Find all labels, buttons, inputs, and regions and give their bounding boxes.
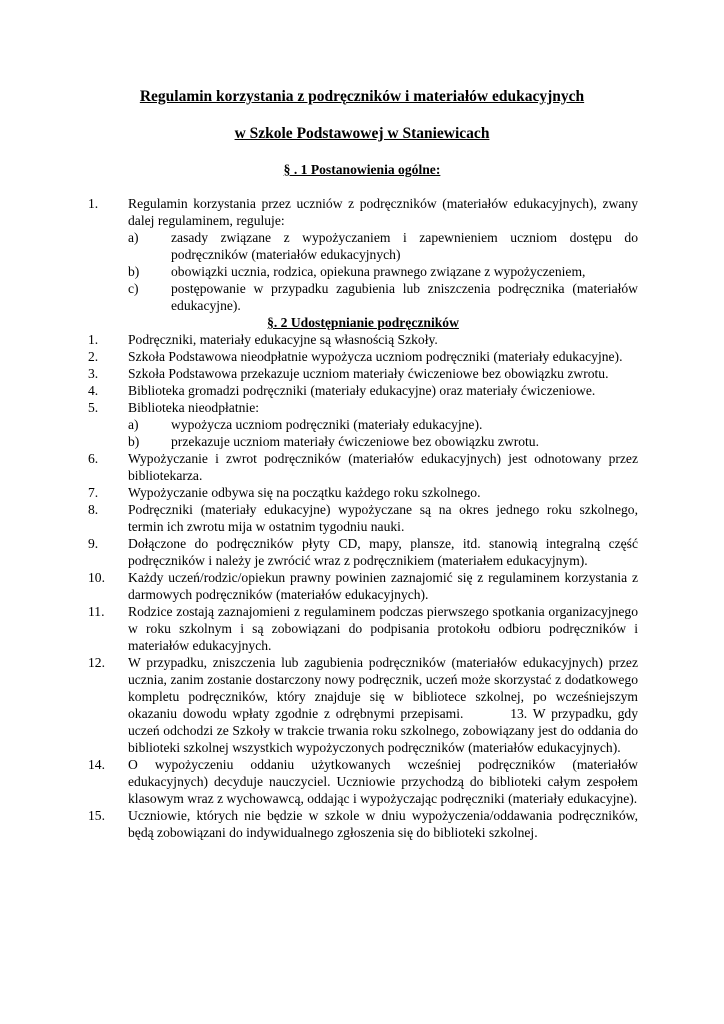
list-item — [88, 450, 638, 484]
sub-item-text: wypożycza uczniom podręczniki (materiały edukacyjne). — [171, 417, 483, 432]
item-number: 10. — [88, 570, 105, 585]
item-number: 12. — [88, 655, 105, 670]
item-text: Szkoła Podstawowa nieodpłatnie wypożycza uczniom podręczniki (materiały edukacyjne). — [128, 349, 623, 364]
sub-item — [128, 433, 638, 450]
item-number: 11. — [88, 604, 105, 619]
list-item — [88, 348, 638, 365]
sub-item — [128, 280, 638, 314]
sub-item-text: przekazuje uczniom materiały ćwiczeniowe bez obowiązku zwrotu. — [171, 434, 539, 449]
inline-item-text: W przypadku, gdy uczeń odchodzi ze Szkoły w trakcie trwania roku szkolnego, zobowiązany jest do oddania do biblioteki szkolnej wszystkich wypożyczonych podręczników (materiałów edukacyjnych). — [128, 706, 638, 755]
sub-item-letter: a) — [128, 230, 139, 245]
item-text: Biblioteka gromadzi podręczniki (materiały edukacyjne) oraz materiały ćwiczeniowe. — [128, 383, 596, 398]
list-item — [88, 382, 638, 399]
sub-item — [128, 416, 638, 433]
list-item — [88, 331, 638, 348]
list-item — [88, 654, 638, 756]
item-text: Biblioteka nieodpłatnie: — [128, 400, 259, 415]
list-item — [88, 807, 638, 841]
inline-item-number: 13. — [510, 706, 528, 721]
item-number: 15. — [88, 808, 105, 823]
item-text: Każdy uczeń/rodzic/opiekun prawny powinien zaznajomić się z regulaminem korzystania z darmowych podręczników (materiałów edukacyjnych). — [128, 570, 638, 602]
sub-item-letter: a) — [128, 417, 139, 432]
item-number: 14. — [88, 757, 105, 772]
list-item — [88, 365, 638, 382]
item-number: 9. — [88, 536, 99, 551]
document-subtitle: w Szkole Podstawowej w Staniewicach — [234, 125, 490, 142]
list-item — [88, 195, 638, 229]
sub-item — [128, 229, 638, 263]
item-text: Rodzice zostają zaznajomieni z regulaminem podczas pierwszego spotkania organizacyjnego w roku szkolnym i są zobowiązani do podpisania protokołu odbioru podręczników i materiałów edukacyjnych. — [128, 604, 638, 653]
item-number: 4. — [88, 383, 99, 398]
item-number: 6. — [88, 451, 99, 466]
list-item — [88, 399, 638, 416]
sub-item-letter: b) — [128, 264, 140, 279]
list-item — [88, 501, 638, 535]
item-number: 3. — [88, 366, 99, 381]
item-number: 8. — [88, 502, 99, 517]
item-text: Uczniowie, których nie będzie w szkole w dniu wypożyczenia/oddawania podręczników, będą zobowiązani do indywidualnego zgłoszenia się do biblioteki szkolnej. — [128, 808, 638, 840]
sub-item-text: obowiązki ucznia, rodzica, opiekuna prawnego związane z wypożyczeniem, — [171, 264, 586, 279]
item-text-part: W przypadku, zniszczenia lub zagubienia podręczników (materiałów edukacyjnych) przez ucznia, zanim zostanie dostarczony nowy podręcznik, uczeń może skorzystać z dodatkowego kompletu podręczników, który znajduje się w bibliotece szkolnej, po wcześniejszym okazaniu dowodu wpłaty zgodnie z odrębnymi przepisami. — [128, 655, 638, 721]
list-item — [88, 756, 638, 807]
item-text: Podręczniki (materiały edukacyjne) wypożyczane są na okres jednego roku szkolnego, termin ich zwrotu mija w ostatnim tygodniu nauki. — [128, 502, 638, 534]
sub-item-letter: c) — [128, 281, 139, 296]
item-number: 7. — [88, 485, 99, 500]
item-text — [128, 654, 638, 756]
sub-item-text: zasady związane z wypożyczaniem i zapewnieniem uczniom dostępu do podręczników (materiałów edukacyjnych) — [171, 230, 638, 262]
item-number: 5. — [88, 400, 99, 415]
item-text: Wypożyczanie i zwrot podręczników (materiałów edukacyjnych) jest odnotowany przez bibliotekarza. — [128, 451, 638, 483]
list-item — [88, 535, 638, 569]
item-text: O wypożyczeniu oddaniu użytkowanych wcześniej podręczników (materiałów edukacyjnych) decyduje nauczyciel. Uczniowie przychodzą do biblioteki całym zespołem klasowym wraz z wychowawcą, oddając i wypożyczając podręczniki (materiały edukacyjne). — [128, 757, 638, 806]
item-number: 1. — [88, 332, 99, 347]
document-body — [88, 195, 638, 841]
list-item — [88, 569, 638, 603]
sub-item — [128, 263, 638, 280]
sub-item-text: postępowanie w przypadku zagubienia lub zniszczenia podręcznika (materiałów edukacyjne). — [171, 281, 638, 313]
item-text: Regulamin korzystania przez uczniów z podręczników (materiałów edukacyjnych), zwany dalej regulaminem, reguluje: — [128, 196, 638, 228]
item-text: Wypożyczanie odbywa się na początku każdego roku szkolnego. — [128, 485, 481, 500]
item-number: 2. — [88, 349, 99, 364]
section-2-heading: §. 2 Udostępnianie podręczników — [267, 315, 459, 330]
item-text: Dołączone do podręczników płyty CD, mapy, plansze, itd. stanowią integralną część podręczników i należy je zwrócić wraz z podręcznikiem (materiałem edukacyjnym). — [128, 536, 638, 568]
document-title: Regulamin korzystania z podręczników i materiałów edukacyjnych — [139, 88, 585, 105]
list-item — [88, 484, 638, 501]
sub-item-letter: b) — [128, 434, 140, 449]
list-item — [88, 603, 638, 654]
item-number: 1. — [88, 196, 99, 211]
section-1-heading: § . 1 Postanowienia ogólne: — [283, 162, 441, 177]
item-text: Szkoła Podstawowa przekazuje uczniom materiały ćwiczeniowe bez obowiązku zwrotu. — [128, 366, 609, 381]
item-text: Podręczniki, materiały edukacyjne są własnością Szkoły. — [128, 332, 438, 347]
